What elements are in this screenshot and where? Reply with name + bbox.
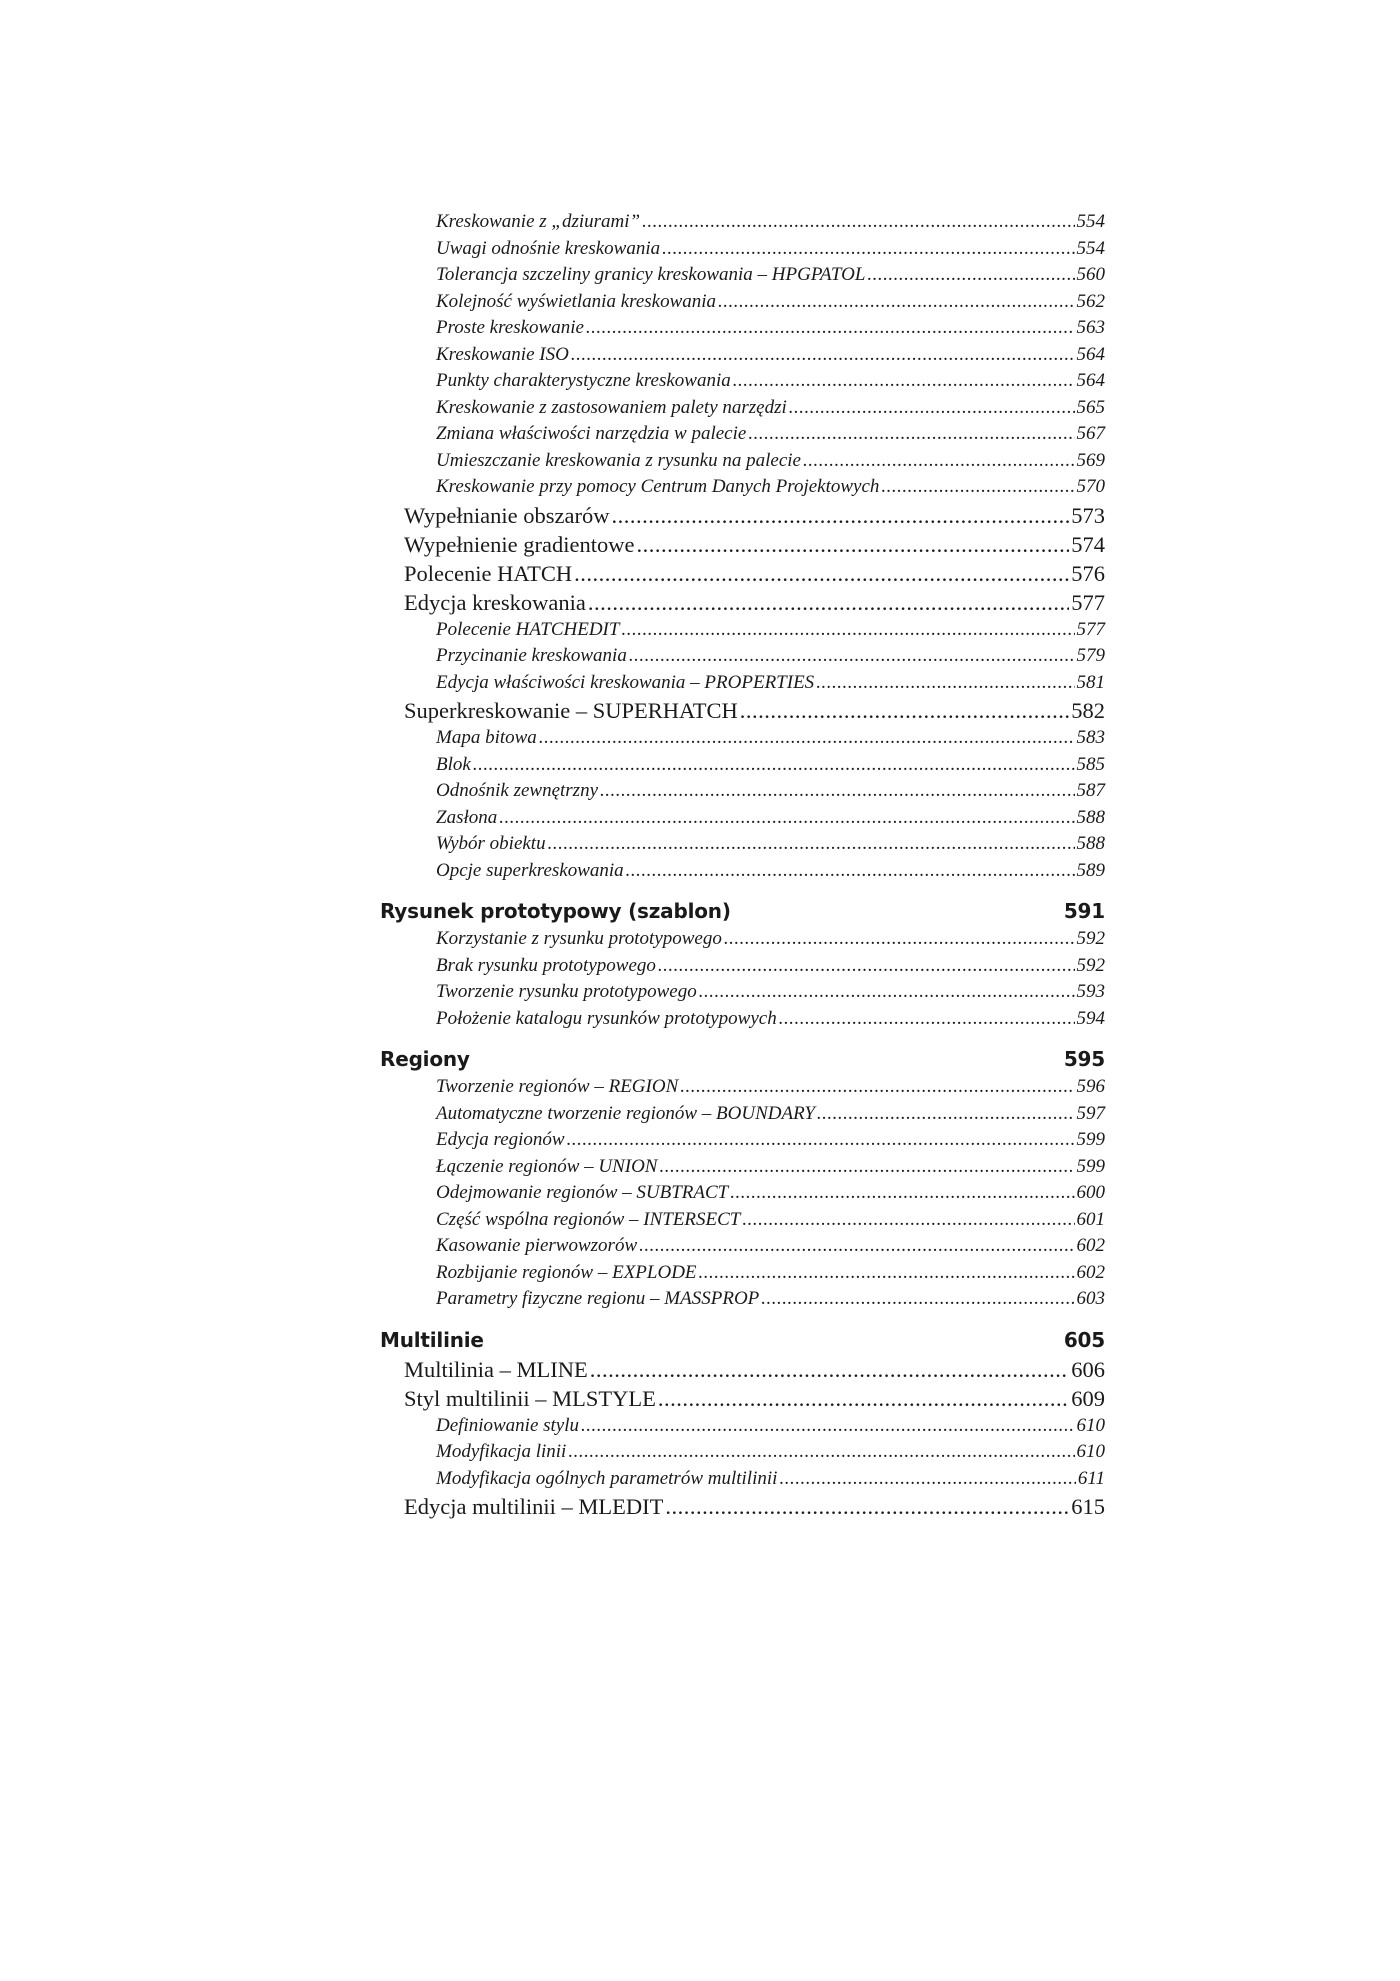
chapter-page-number: 591 — [1063, 899, 1105, 923]
entry-page-number: 615 — [1071, 1494, 1105, 1519]
toc-subsection-entry — [380, 670, 1105, 697]
dot-leader — [659, 1154, 1074, 1181]
entry-title: Przycinanie kreskowania — [436, 645, 627, 666]
entry-title: Kreskowanie z „dziurami” — [436, 211, 641, 232]
toc-subsection-entry — [380, 315, 1105, 342]
toc-subsection-entry — [380, 262, 1105, 289]
entry-title: Rozbijanie regionów – EXPLODE — [436, 1261, 697, 1283]
toc-subsection-entry — [380, 805, 1105, 832]
dot-leader — [867, 262, 1074, 289]
toc-section-entry — [380, 588, 1105, 617]
dot-leader — [600, 778, 1074, 805]
entry-title: Korzystanie z rysunku prototypowego — [436, 928, 722, 949]
entry-page-number: 592 — [1076, 928, 1105, 949]
table-of-contents — [380, 209, 1105, 1521]
toc-subsection-entry — [380, 395, 1105, 422]
entry-title: Superkreskowanie – SUPERHATCH — [404, 698, 738, 723]
entry-title: Polecenie HATCH — [404, 560, 573, 586]
toc-subsection-entry — [380, 1439, 1105, 1466]
entry-page-number: 594 — [1076, 1007, 1105, 1029]
toc-section-entry — [380, 1384, 1105, 1413]
dot-leader — [581, 1413, 1074, 1440]
dot-leader — [567, 1127, 1075, 1154]
toc-subsection-entry — [380, 1127, 1105, 1154]
entry-title: Edycja regionów — [436, 1129, 565, 1150]
entry-title: Część wspólna regionów – INTERSECT — [436, 1208, 741, 1230]
toc-subsection-entry — [380, 421, 1105, 448]
entry-title: Edycja właściwości kreskowania – PROPERTIES — [436, 671, 815, 693]
entry-page-number: 592 — [1076, 954, 1105, 976]
toc-chapter-heading — [380, 1044, 1105, 1074]
toc-subsection-entry — [380, 236, 1105, 263]
entry-page-number: 576 — [1071, 560, 1105, 586]
entry-title: Wypełnienie gradientowe — [404, 531, 635, 557]
entry-page-number: 570 — [1076, 476, 1105, 497]
entry-page-number: 610 — [1076, 1441, 1105, 1462]
entry-page-number: 602 — [1076, 1261, 1105, 1283]
chapter-page-number: 595 — [1063, 1047, 1105, 1071]
toc-section-entry — [380, 501, 1105, 530]
dot-leader — [730, 1180, 1074, 1207]
toc-subsection-entry — [380, 342, 1105, 369]
dot-leader — [629, 643, 1075, 670]
entry-title: Tolerancja szczeliny granicy kreskowania – HPGPATOL — [436, 264, 866, 285]
entry-title: Kasowanie pierwowzorów — [436, 1235, 638, 1256]
toc-subsection-entry — [380, 617, 1105, 644]
dot-leader — [639, 1233, 1074, 1260]
entry-page-number: 596 — [1076, 1076, 1105, 1097]
chapter-title: Multilinie — [380, 1327, 484, 1352]
dot-leader — [636, 530, 1069, 559]
entry-page-number: 593 — [1076, 981, 1105, 1002]
dot-leader — [724, 926, 1075, 953]
toc-subsection-entry — [380, 831, 1105, 858]
dot-leader — [588, 588, 1069, 617]
entry-page-number: 599 — [1076, 1155, 1105, 1177]
dot-leader — [574, 559, 1069, 588]
dot-leader — [658, 1384, 1069, 1413]
toc-subsection-entry — [380, 1154, 1105, 1181]
entry-title: Opcje superkreskowania — [436, 859, 624, 881]
dot-leader — [742, 1207, 1074, 1234]
entry-page-number: 567 — [1076, 423, 1105, 444]
entry-title: Kreskowanie z zastosowaniem palety narzędzi — [436, 396, 787, 418]
toc-subsection-entry — [380, 1006, 1105, 1033]
entry-title: Łączenie regionów – UNION — [436, 1155, 658, 1177]
dot-leader — [748, 421, 1074, 448]
entry-page-number: 600 — [1076, 1182, 1105, 1203]
dot-leader — [658, 953, 1075, 980]
entry-title: Edycja multilinii – MLEDIT — [404, 1494, 664, 1519]
entry-page-number: 602 — [1076, 1235, 1105, 1256]
entry-title: Definiowanie stylu — [436, 1414, 580, 1436]
dot-leader — [699, 1260, 1075, 1287]
entry-page-number: 587 — [1076, 780, 1105, 801]
entry-page-number: 606 — [1071, 1356, 1105, 1382]
entry-page-number: 564 — [1076, 370, 1105, 391]
entry-page-number: 597 — [1076, 1102, 1105, 1124]
chapter-title: Rysunek prototypowy (szablon) — [380, 899, 731, 923]
dot-leader — [803, 448, 1075, 475]
dot-leader — [626, 858, 1075, 885]
entry-page-number: 581 — [1076, 671, 1105, 693]
toc-subsection-entry — [380, 858, 1105, 885]
entry-title: Wybór obiektu — [436, 833, 546, 854]
entry-title: Automatyczne tworzenie regionów – BOUNDARY — [436, 1102, 815, 1124]
entry-title: Zasłona — [436, 806, 498, 828]
chapter-page-number: 605 — [1063, 1327, 1105, 1352]
toc-subsection-entry — [380, 1233, 1105, 1260]
entry-page-number: 579 — [1076, 645, 1105, 666]
toc-subsection-entry — [380, 953, 1105, 980]
entry-page-number: 577 — [1071, 589, 1105, 615]
toc-subsection-entry — [380, 778, 1105, 805]
entry-page-number: 565 — [1076, 396, 1105, 418]
dot-leader — [665, 1492, 1069, 1521]
entry-page-number: 574 — [1071, 531, 1105, 557]
dot-leader — [642, 209, 1074, 236]
dot-leader — [881, 474, 1074, 501]
entry-page-number: 589 — [1076, 859, 1105, 881]
entry-page-number: 554 — [1076, 237, 1105, 259]
dot-leader — [761, 1286, 1074, 1313]
toc-subsection-entry — [380, 1207, 1105, 1234]
dot-leader — [662, 236, 1074, 263]
entry-page-number: 610 — [1076, 1414, 1105, 1436]
toc-section-entry — [380, 1492, 1105, 1521]
dot-leader — [740, 696, 1070, 725]
entry-title: Zmiana właściwości narzędzia w palecie — [436, 423, 747, 444]
dot-leader — [611, 501, 1069, 530]
entry-page-number: 583 — [1076, 727, 1105, 748]
entry-page-number: 573 — [1071, 502, 1105, 528]
entry-page-number: 611 — [1077, 1467, 1105, 1489]
chapter-title: Regiony — [380, 1047, 470, 1071]
entry-title: Tworzenie regionów – REGION — [436, 1076, 679, 1097]
toc-subsection-entry — [380, 926, 1105, 953]
toc-subsection-entry — [380, 1260, 1105, 1287]
entry-title: Położenie katalogu rysunków prototypowych — [436, 1007, 777, 1029]
entry-page-number: 601 — [1076, 1208, 1105, 1230]
toc-subsection-entry — [380, 289, 1105, 316]
toc-subsection-entry — [380, 1413, 1105, 1440]
dot-leader — [499, 805, 1074, 832]
toc-chapter-heading — [380, 1325, 1105, 1355]
toc-subsection-entry — [380, 752, 1105, 779]
entry-title: Mapa bitowa — [436, 727, 537, 748]
entry-title: Edycja kreskowania — [404, 589, 586, 615]
toc-section-entry — [380, 530, 1105, 559]
entry-page-number: 585 — [1076, 753, 1105, 775]
entry-title: Styl multilinii – MLSTYLE — [404, 1385, 656, 1411]
entry-title: Proste kreskowanie — [436, 317, 584, 338]
entry-title: Brak rysunku prototypowego — [436, 954, 656, 976]
toc-subsection-entry — [380, 979, 1105, 1006]
entry-title: Modyfikacja linii — [436, 1441, 567, 1462]
toc-subsection-entry — [380, 209, 1105, 236]
dot-leader — [816, 670, 1074, 697]
entry-page-number: 588 — [1076, 833, 1105, 854]
toc-subsection-entry — [380, 1180, 1105, 1207]
entry-page-number: 577 — [1076, 618, 1105, 640]
entry-title: Wypełnianie obszarów — [404, 502, 610, 528]
entry-page-number: 603 — [1076, 1288, 1105, 1309]
entry-title: Polecenie HATCHEDIT — [436, 618, 620, 640]
entry-page-number: 564 — [1076, 343, 1105, 365]
entry-title: Punkty charakterystyczne kreskowania — [436, 370, 731, 391]
dot-leader — [699, 979, 1075, 1006]
toc-subsection-entry — [380, 474, 1105, 501]
dot-leader — [539, 725, 1075, 752]
dot-leader — [548, 831, 1075, 858]
dot-leader — [473, 752, 1075, 779]
entry-page-number: 560 — [1076, 264, 1105, 285]
entry-title: Uwagi odnośnie kreskowania — [436, 237, 661, 259]
dot-leader — [590, 1355, 1070, 1384]
dot-leader — [586, 315, 1075, 342]
dot-leader — [733, 368, 1075, 395]
dot-leader — [779, 1006, 1075, 1033]
entry-page-number: 582 — [1071, 698, 1105, 723]
entry-title: Odejmowanie regionów – SUBTRACT — [436, 1182, 729, 1203]
entry-title: Odnośnik zewnętrzny — [436, 780, 599, 801]
toc-section-entry — [380, 696, 1105, 725]
entry-page-number: 569 — [1076, 449, 1105, 471]
entry-page-number: 609 — [1071, 1385, 1105, 1411]
toc-subsection-entry — [380, 1466, 1105, 1493]
toc-section-entry — [380, 559, 1105, 588]
entry-title: Kolejność wyświetlania kreskowania — [436, 290, 717, 312]
entry-title: Multilinia – MLINE — [404, 1356, 588, 1382]
entry-page-number: 599 — [1076, 1129, 1105, 1150]
dot-leader — [789, 395, 1075, 422]
entry-page-number: 563 — [1076, 317, 1105, 338]
dot-leader — [817, 1101, 1075, 1128]
entry-title: Parametry fizyczne regionu – MASSPROP — [436, 1288, 760, 1309]
dot-leader — [718, 289, 1074, 316]
toc-subsection-entry — [380, 368, 1105, 395]
toc-subsection-entry — [380, 643, 1105, 670]
entry-title: Kreskowanie ISO — [436, 343, 569, 365]
entry-title: Kreskowanie przy pomocy Centrum Danych Projektowych — [436, 476, 880, 497]
toc-subsection-entry — [380, 1074, 1105, 1101]
toc-section-entry — [380, 1355, 1105, 1384]
toc-subsection-entry — [380, 448, 1105, 475]
entry-page-number: 588 — [1076, 806, 1105, 828]
toc-chapter-heading — [380, 896, 1105, 926]
dot-leader — [779, 1466, 1075, 1493]
dot-leader — [680, 1074, 1074, 1101]
dot-leader — [568, 1439, 1074, 1466]
entry-title: Umieszczanie kreskowania z rysunku na palecie — [436, 449, 801, 471]
entry-title: Blok — [436, 753, 471, 775]
entry-title: Tworzenie rysunku prototypowego — [436, 981, 697, 1002]
entry-title: Modyfikacja ogólnych parametrów multilinii — [436, 1467, 778, 1489]
toc-subsection-entry — [380, 725, 1105, 752]
toc-subsection-entry — [380, 1101, 1105, 1128]
entry-page-number: 554 — [1076, 211, 1105, 232]
entry-page-number: 562 — [1076, 290, 1105, 312]
dot-leader — [621, 617, 1074, 644]
dot-leader — [571, 342, 1075, 369]
toc-subsection-entry — [380, 1286, 1105, 1313]
